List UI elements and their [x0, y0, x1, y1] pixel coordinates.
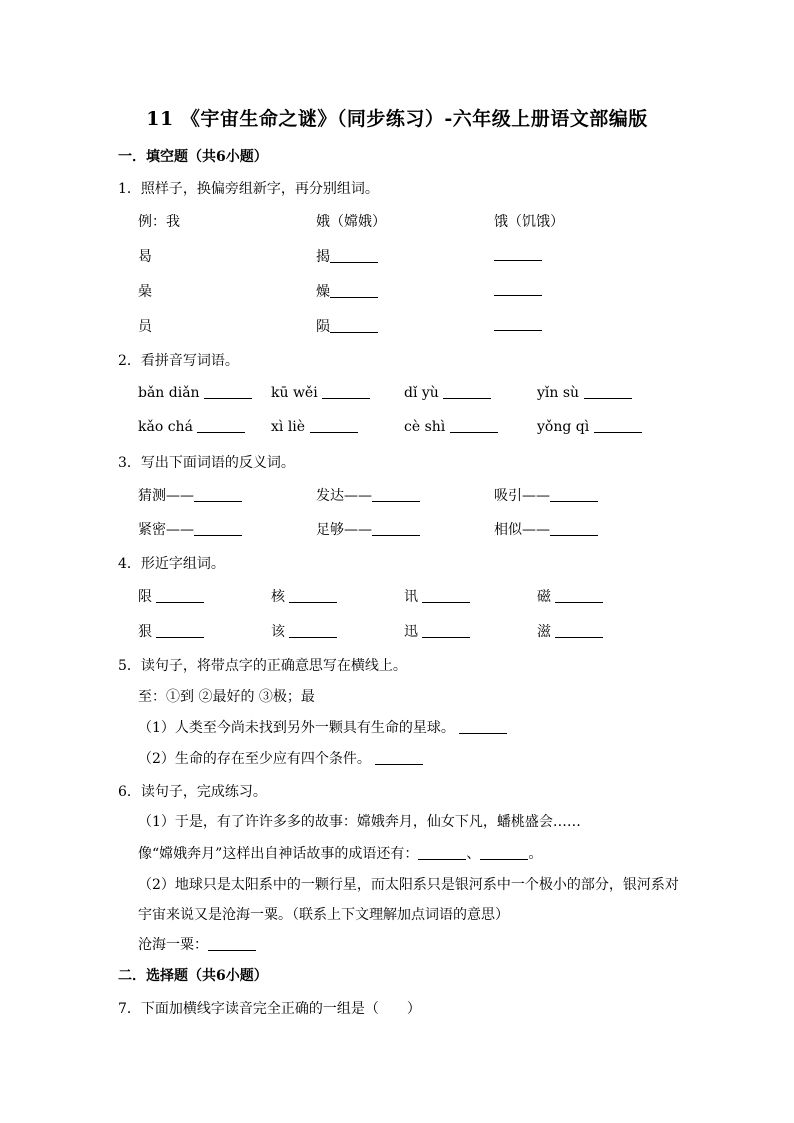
q4-char-item: 限 [138, 586, 204, 606]
section-heading-multiple-choice: 二．选择题（共6小题） [118, 968, 268, 984]
answer-blank[interactable] [422, 623, 470, 638]
page-title: 11 《宇宙生命之谜》（同步练习）-六年级上册语文部编版 [146, 108, 648, 130]
answer-blank[interactable] [330, 248, 378, 263]
answer-blank[interactable] [330, 318, 378, 333]
q5-sentence-2: （2）生命的存在至少应有四个条件。 [138, 748, 423, 768]
question-6-prompt: 6．读句子，完成练习。 [118, 784, 267, 800]
q4-char-item: 磁 [537, 586, 603, 606]
question-3-prompt: 3．写出下面词语的反义词。 [118, 455, 295, 471]
answer-blank[interactable] [422, 588, 470, 603]
question-1-prompt: 1．照样子，换偏旁组新字，再分别组词。 [118, 181, 379, 197]
answer-blank[interactable] [494, 281, 542, 296]
answer-blank[interactable] [494, 316, 542, 331]
answer-blank[interactable] [194, 487, 242, 502]
answer-blank[interactable] [555, 588, 603, 603]
q1-new-char: 燥 [316, 281, 378, 301]
q1-base-char: 曷 [138, 249, 152, 265]
answer-blank[interactable] [372, 487, 420, 502]
q1-word-slot [494, 316, 542, 333]
answer-blank[interactable] [594, 418, 642, 433]
q1-example-word: 饿（饥饿） [494, 214, 564, 230]
answer-blank[interactable] [289, 588, 337, 603]
answer-blank[interactable] [310, 418, 358, 433]
answer-blank[interactable] [550, 487, 598, 502]
q1-base-char: 员 [138, 319, 152, 335]
answer-blank[interactable] [459, 719, 507, 734]
answer-blank[interactable] [584, 384, 632, 399]
q4-char-item: 滋 [537, 621, 603, 641]
answer-blank[interactable] [156, 588, 204, 603]
section-heading-fill-in: 一．填空题（共6小题） [118, 149, 268, 165]
answer-blank[interactable] [550, 521, 598, 536]
answer-blank[interactable] [208, 936, 256, 951]
q4-char-item: 该 [271, 621, 337, 641]
q2-pinyin-item: kǎo chá [138, 418, 245, 435]
answer-blank[interactable] [204, 384, 252, 399]
q6-idiom-meaning: 沧海一粟： [138, 934, 256, 954]
answer-blank[interactable] [418, 845, 466, 860]
q1-example-base: 例：我 [138, 214, 180, 230]
q5-meaning-options: 至：①到 ②最好的 ③极；最 [138, 689, 315, 705]
answer-blank[interactable] [156, 623, 204, 638]
q1-new-char: 陨 [316, 316, 378, 336]
q3-antonym-item: 相似—— [494, 519, 598, 539]
q3-antonym-item: 紧密—— [138, 519, 242, 539]
q6-passage-1: （1）于是，有了许许多多的故事：嫦娥奔月，仙女下凡，蟠桃盛会…… [138, 814, 581, 830]
answer-blank[interactable] [289, 623, 337, 638]
q6-passage-2-cont: 宇宙来说又是沧海一粟。（联系上下文理解加点词语的意思） [138, 907, 509, 923]
q1-example-word: 娥（嫦娥） [316, 214, 386, 230]
q1-word-slot [494, 281, 542, 298]
q2-pinyin-item: bǎn diǎn [138, 384, 252, 401]
answer-blank[interactable] [450, 418, 498, 433]
q4-char-item: 迅 [404, 621, 470, 641]
answer-blank[interactable] [480, 845, 528, 860]
answer-blank[interactable] [194, 521, 242, 536]
q4-char-item: 核 [271, 586, 337, 606]
answer-blank[interactable] [443, 384, 491, 399]
answer-blank[interactable] [197, 418, 245, 433]
question-4-prompt: 4．形近字组词。 [118, 556, 225, 572]
q2-pinyin-item: dǐ yù [404, 384, 491, 401]
answer-blank[interactable] [375, 750, 423, 765]
q2-pinyin-item: kū wěi [271, 384, 370, 401]
q1-word-slot [494, 246, 542, 263]
answer-blank[interactable] [494, 246, 542, 261]
q3-antonym-item: 猜测—— [138, 485, 242, 505]
answer-blank[interactable] [322, 384, 370, 399]
question-5-prompt: 5．读句子，将带点字的正确意思写在横线上。 [118, 658, 407, 674]
q2-pinyin-item: yǒng qì [537, 418, 642, 435]
q4-char-item: 讯 [404, 586, 470, 606]
q3-antonym-item: 发达—— [316, 485, 420, 505]
q2-pinyin-item: xì liè [271, 418, 358, 435]
answer-blank[interactable] [330, 283, 378, 298]
q4-char-item: 狠 [138, 621, 204, 641]
answer-blank[interactable] [555, 623, 603, 638]
q1-base-char: 喿 [138, 284, 152, 300]
q3-antonym-item: 足够—— [316, 519, 420, 539]
q3-antonym-item: 吸引—— [494, 485, 598, 505]
q1-new-char: 揭 [316, 246, 378, 266]
q6-passage-2: （2）地球只是太阳系中的一颗行星，而太阳系只是银河系中一个极小的部分，银河系对 [138, 877, 679, 893]
answer-blank[interactable] [372, 521, 420, 536]
question-2-prompt: 2．看拼音写词语。 [118, 353, 239, 369]
q5-sentence-1: （1）人类至今尚未找到另外一颗具有生命的星球。 [138, 717, 507, 737]
q2-pinyin-item: yǐn sù [537, 384, 632, 401]
q6-idiom-question: 像“嫦娥奔月”这样出自神话故事的成语还有： 、 。 [138, 846, 543, 862]
q2-pinyin-item: cè shì [404, 418, 498, 435]
question-7-prompt: 7．下面加横线字读音完全正确的一组是（ ） [118, 1001, 421, 1017]
